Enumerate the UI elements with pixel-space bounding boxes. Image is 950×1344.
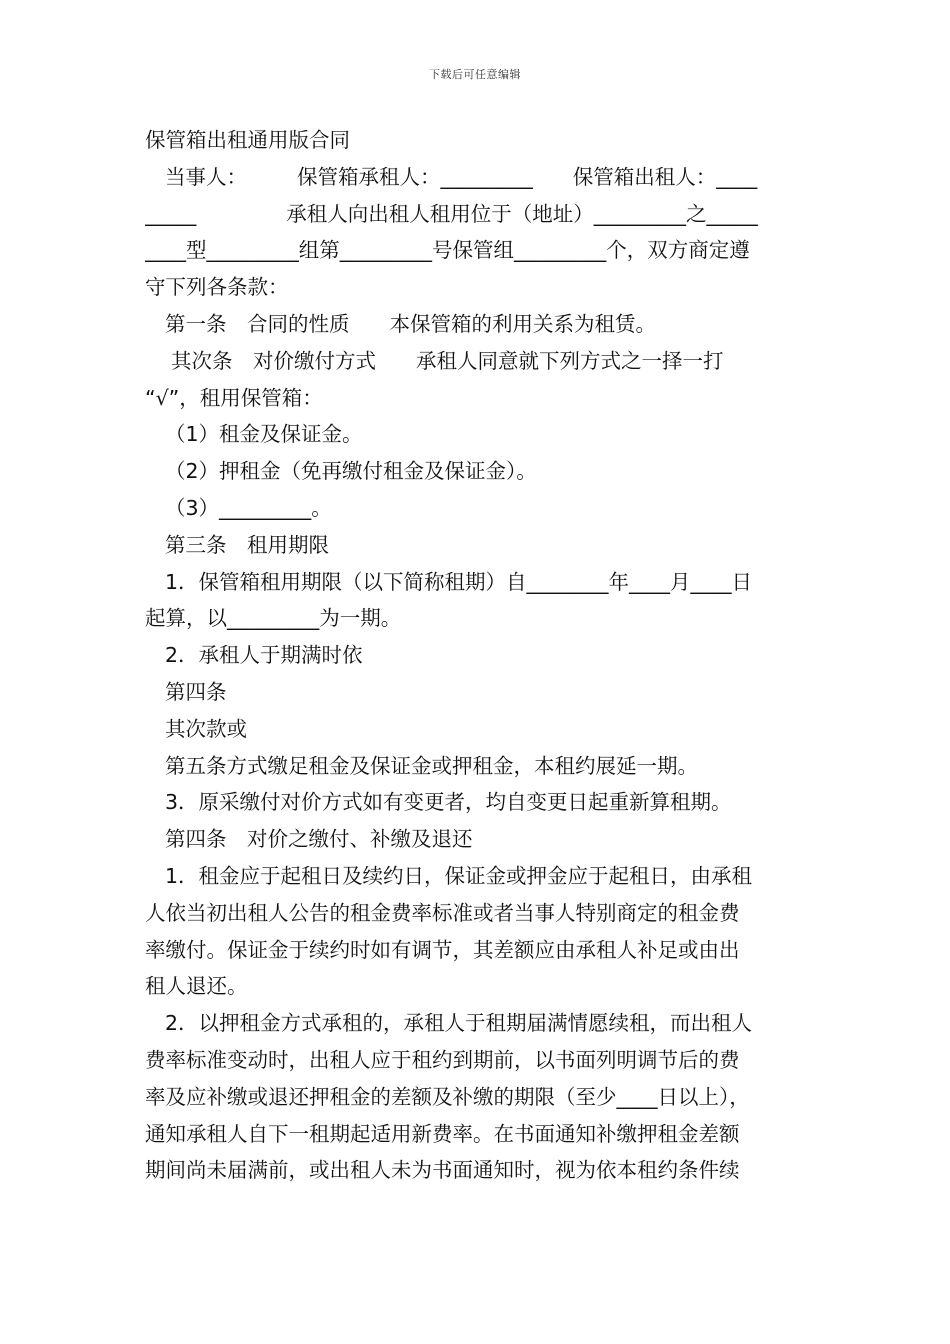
paragraph-line: 人依当初出租人公告的租金费率标准或者当事人特别商定的租金费 [145,900,740,925]
paragraph-line: ____型_________组第_________号保管组_________个，双方商定遵 [145,238,750,263]
paragraph-line: 1．保管箱租用期限（以下简称租期）自________年____月____日 [165,569,753,594]
paragraph-line [145,306,809,343]
paragraph-line: 率缴付。保证金于续约时如有调节，其差额应由承租人补足或由出 [145,937,740,962]
paragraph-line: 守下列各条款： [145,275,289,300]
paragraph-line: （3）_________。 [165,495,332,520]
document-title: 保管箱出租通用版合同 [145,128,350,152]
paragraph-line: 1．租金应于起租日及续约日，保证金或押金应于起租日，由承租 [165,863,753,888]
paragraph-line: 3．原采缴付对价方式如有变更者，均自变更日起重新算租期。 [165,790,732,815]
paragraph-line [145,196,809,233]
article-heading: 第一条 合同的性质 [165,311,350,336]
text-segment: 保管箱承租人：_________ [297,164,533,189]
paragraph-line: 第五条方式缴足租金及保证金或押租金，本租约展延一期。 [165,753,698,778]
article-heading: 第四条 对价之缴付、补缴及退还 [165,827,473,852]
text-segment: 保管箱出租人：____ [572,164,758,189]
paragraph-line: 费率标准变动时，出租人应于租约到期前，以书面列明调节后的费 [145,1047,740,1072]
paragraph-line: 租人退还。 [145,974,248,999]
text-segment: 当事人： [165,164,247,189]
article-heading: 其次条 对价缴付方式 [171,348,376,373]
paragraph-line: 期间尚未届满前，或出租人未为书面通知时，视为依本租约条件续 [145,1158,740,1183]
paragraph-line [145,343,809,380]
paragraph-line: 其次款或 [165,716,247,741]
paragraph-line [145,159,809,196]
article-heading: 第三条 租用期限 [165,532,329,557]
paragraph-line: 通知承租人自下一租期起适用新费率。在书面通知补缴押租金差额 [145,1121,740,1146]
text-segment: 承租人同意就下列方式之一择一打 [416,348,724,373]
paragraph-line: （1）租金及保证金。 [165,422,363,447]
paragraph-line: 2．承租人于期满时依 [165,643,363,668]
paragraph-line: 第四条 [165,679,227,704]
text-segment: 承租人向出租人租用位于（地址）_________之_____ [286,201,758,226]
text-segment: _____ [145,201,197,226]
contract-body [145,122,809,1189]
paragraph-line: 起算，以_________为一期。 [145,606,402,631]
paragraph-line: （2）押租金（免再缴付租金及保证金）。 [165,459,537,484]
paragraph-line: “√”，租用保管箱： [145,385,323,410]
header-note: 下载后可任意编辑 [429,68,521,81]
paragraph-line: 率及应补缴或退还押租金的差额及补缴的期限（至少____日以上）， [145,1084,750,1109]
paragraph-line: 2．以押租金方式承租的，承租人于租期届满情愿续租，而出租人 [165,1011,753,1036]
text-segment: 本保管箱的利用关系为租赁。 [389,311,656,336]
